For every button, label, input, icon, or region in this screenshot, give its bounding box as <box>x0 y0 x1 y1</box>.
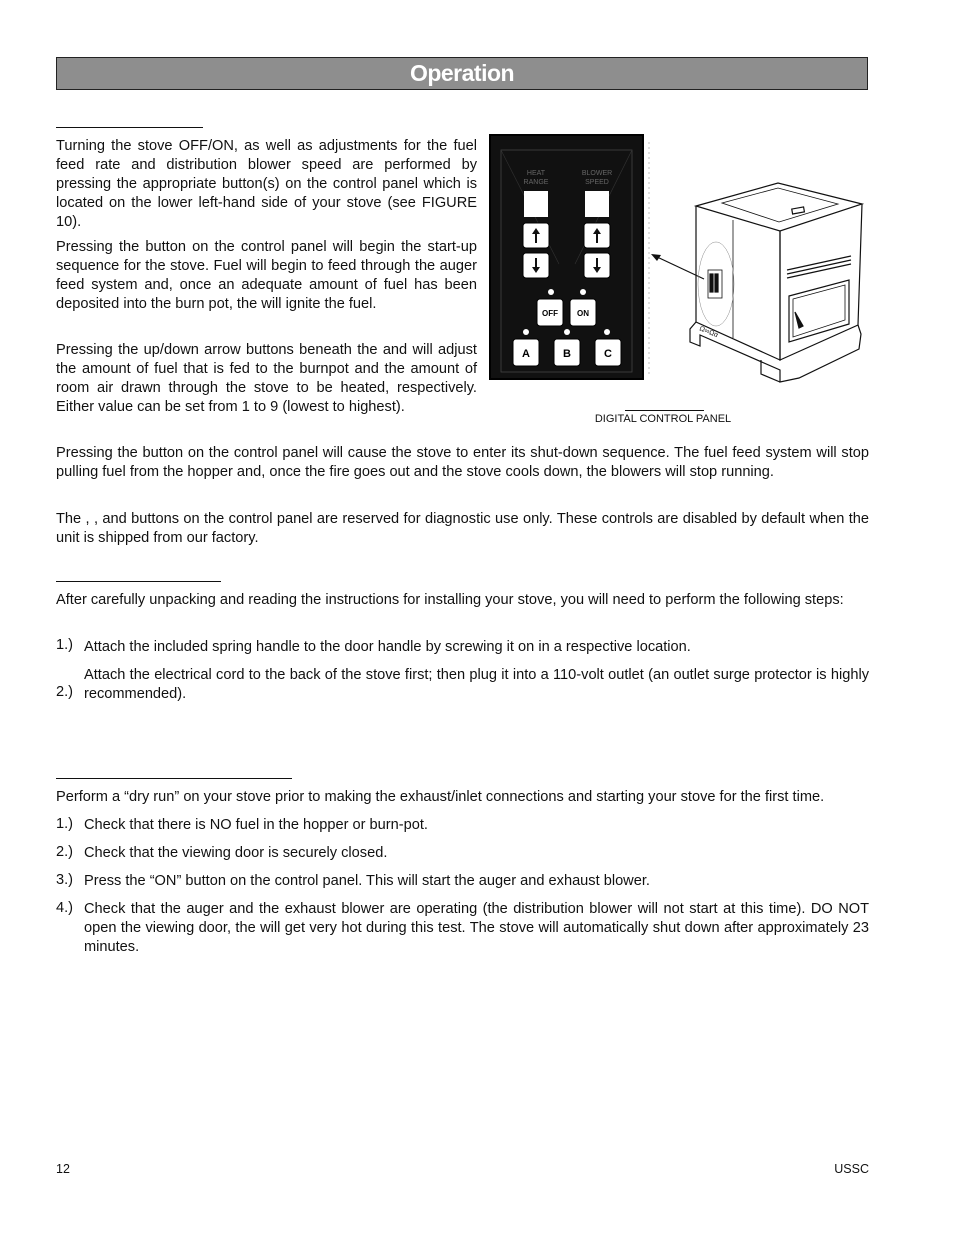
c-button <box>595 339 621 366</box>
setup-step-1: Attach the included spring handle to the door handle by screwing it on in a respective location. <box>84 639 691 655</box>
heat-range-display <box>524 191 548 217</box>
page-number: 12 <box>56 1162 70 1176</box>
step-number: 1.) <box>56 637 74 653</box>
heat-range-label-2: RANGE <box>523 179 549 186</box>
off-button <box>537 299 563 326</box>
stove-illustration <box>690 183 862 382</box>
figure-caption-rule <box>625 410 704 411</box>
blower-down-arrow-icon <box>584 253 610 278</box>
paragraph-shutdown: Pressing the button on the control panel will cause the stove to enter its shut-down sequence. The fuel feed system will stop pulling fuel from the hopper and, once the fire goes out and the stove cools down, the blowers will stop running. <box>56 445 869 480</box>
setup-step-2: Attach the electrical cord to the back of the stove first; then plug it into a 110-volt outlet (an outlet surge protector is highly recommended). <box>84 667 869 702</box>
svg-text:A: A <box>522 348 530 360</box>
blower-speed-display <box>585 191 609 217</box>
svg-text:C: C <box>604 348 612 360</box>
paragraph-setup-intro: After carefully unpacking and reading the instructions for installing your stove, you will need to perform the following steps: <box>56 592 844 608</box>
footer-brand: USSC <box>834 1162 869 1176</box>
svg-text:B: B <box>563 348 571 360</box>
paragraph-control-intro: Turning the stove OFF/ON, as well as adjustments for the fuel feed rate and distribution blower speed are performed by pressing the appropriate button(s) on the control panel which is located on the lower left-hand side of your stove (see FIGURE 10). <box>56 138 477 230</box>
heading-rule-3 <box>56 778 292 779</box>
paragraph-adjust: Pressing the up/down arrow buttons beneath the and will adjust the amount of fuel that is fed to the burnpot and the amount of room air drawn through the stove to be heated, respectively. Either value can be set from 1 to 9 (lowest to highest). <box>56 342 477 415</box>
page-title: Operation <box>409 60 515 86</box>
step-number: 4.) <box>56 900 74 916</box>
figure-caption: DIGITAL CONTROL PANEL <box>594 413 732 425</box>
dry-run-step-3: Press the “ON” button on the control panel. This will start the auger and exhaust blower. <box>84 873 650 889</box>
paragraph-startup: Pressing the button on the control panel will begin the start-up sequence for the stove. Fuel will begin to feed through the auger feed system and, once an adequate amount of fuel has been deposited into the burn pot, the will ignite the fuel. <box>56 239 477 312</box>
blower-speed-label-1: BLOWER <box>581 170 613 177</box>
blower-speed-label-2: SPEED <box>585 179 609 186</box>
dry-run-step-4: Check that the auger and the exhaust blower are operating (the distribution blower will not start at this time). DO NOT open the viewing door, the will get very hot during this test. The stove will automatically shut down after approximately 23 minutes. <box>84 901 869 955</box>
dry-run-step-1: Check that there is NO fuel in the hopper or burn-pot. <box>84 817 428 833</box>
step-number: 1.) <box>56 816 74 832</box>
blower-up-arrow-icon <box>584 223 610 248</box>
heat-down-arrow-icon <box>523 253 549 278</box>
heading-rule-2 <box>56 581 221 582</box>
heat-up-arrow-icon <box>523 223 549 248</box>
paragraph-dry-run-intro: Perform a “dry run” on your stove prior to making the exhaust/inlet connections and starting your stove for the first time. <box>56 789 825 805</box>
heading-rule-1 <box>56 127 203 128</box>
heat-range-label-1: HEAT <box>526 170 546 177</box>
b-button <box>554 339 580 366</box>
svg-text:Ω∞Ωα: Ω∞Ωα <box>698 325 719 340</box>
step-number: 2.) <box>56 844 74 860</box>
section-title-banner <box>56 57 868 90</box>
svg-text:OFF: OFF <box>542 309 558 318</box>
step-number: 2.) <box>56 684 74 700</box>
figure-control-panel <box>489 134 871 390</box>
dry-run-step-2: Check that the viewing door is securely closed. <box>84 845 388 861</box>
a-button <box>513 339 539 366</box>
paragraph-diagnostic: The , , and buttons on the control panel are reserved for diagnostic use only. These controls are disabled by default when the unit is shipped from our factory. <box>56 511 869 546</box>
step-number: 3.) <box>56 872 74 888</box>
svg-text:ON: ON <box>577 309 589 318</box>
on-button <box>570 299 596 326</box>
